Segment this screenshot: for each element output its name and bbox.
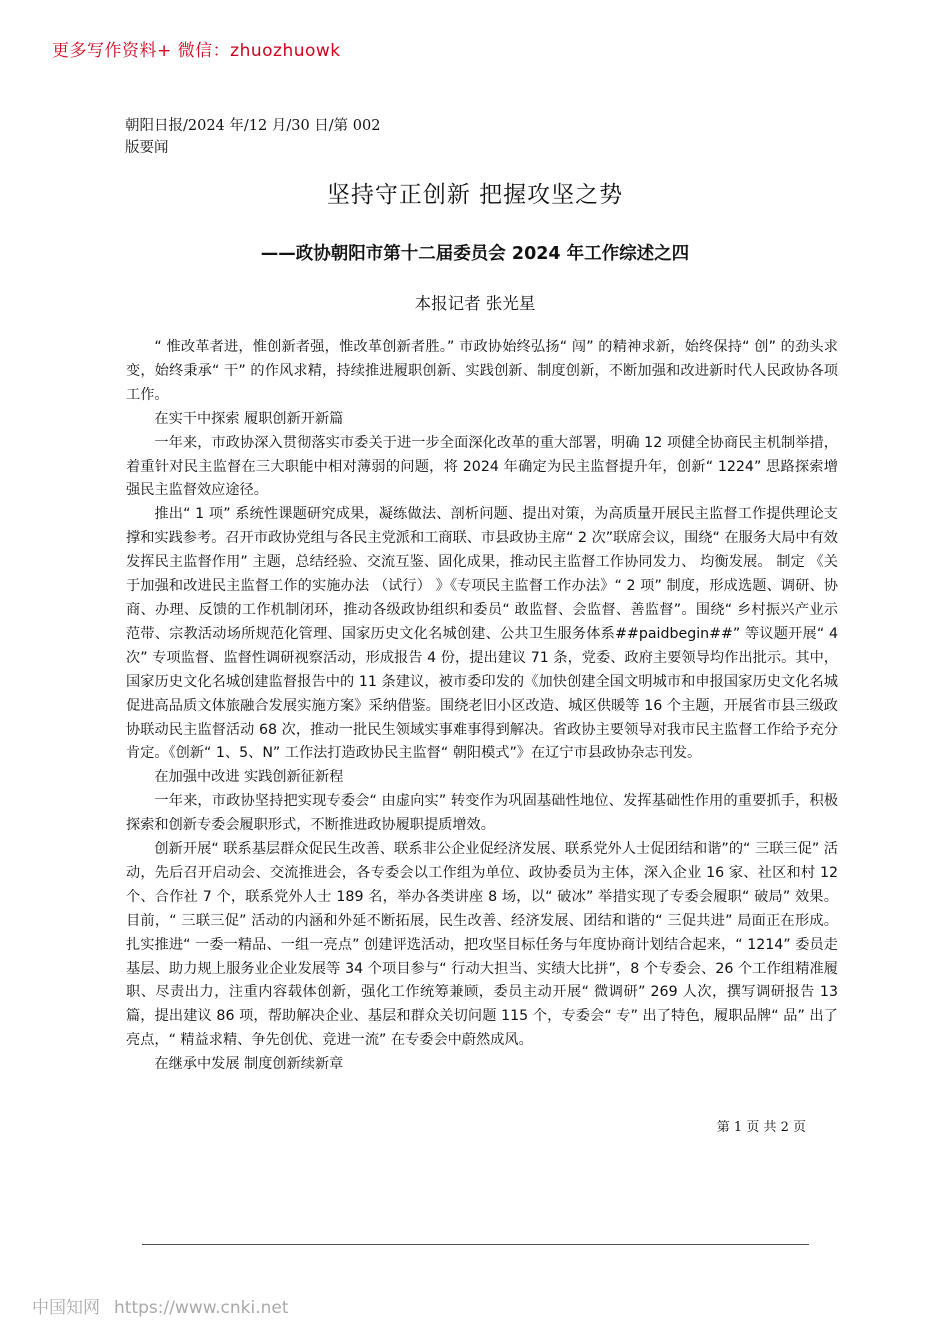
subtitle: ——政协朝阳市第十二届委员会 2024 年工作综述之四 — [260, 244, 690, 264]
article-body — [126, 336, 838, 1077]
paragraph-intro: “ 惟改革者进，惟创新者强，惟改革创新者胜。” 市政协始终弘扬“ 闯” 的精神求新，始终保持“ 创” 的劲头求变，始终秉承“ 干” 的作风求精，持续推进履职创新、实践创新、制度创新，不断加强和改进新时代人民政协各项工作。 — [126, 339, 838, 403]
section-heading-2: 在加强中改进 实践创新征新程 — [154, 769, 344, 786]
source-line-2: 版要闻 — [125, 140, 169, 156]
section-heading-1: 在实干中探索 履职创新开新篇 — [154, 410, 344, 427]
promo-banner: 更多写作资料+ 微信：zhuozhuowk — [52, 41, 341, 61]
divider — [142, 1244, 809, 1245]
paragraph: 创新开展“ 联系基层群众促民生改善、联系非公企业促经济发展、联系党外人士促团结和谐”的“ 三联三促” 活动，先后召开启动会、交流推进会，各专委会以工作组为单位、政协委员为主体，深入企业 16 家、社区和村 12 个、合作社 7 个，联系党外人士 189 名，举办各类讲座 8 场，以“ 破冰” 举措实现了专委会履职“ 破局” 效果。目前，“ 三联三促” 活动的内涵和外延不断拓展，民生改善、经济发展、团结和谐的“ 三促共进” 局面正在形成。扎实推进“ 一委一精品、一组一亮点” 创建评选活动，把攻坚目标任务与年度协商计划结合起来，“ 1214” 委员走基层、助力规上服务业企业发展等 34 个项目参与“ 行动大担当、实绩大比拼”，8 个专委会、26 个工作组精准履职、尽责出力，注重内容载体创新，强化工作统筹兼顾，委员主动开展“ 微调研” 269 人次，撰写调研报告 13 篇，提出建议 86 项，帮助解决企业、基层和群众关切问题 115 个，专委会“ 专” 出了特色，履职品牌“ 品” 出了亮点，“ 精益求精、争先创优、竞进一流” 在专委会中蔚然成风。 — [126, 841, 838, 1049]
page-number: 第 1 页 共 2 页 — [716, 1120, 806, 1135]
cnki-watermark — [32, 1293, 288, 1318]
section-heading-3: 在继承中发展 制度创新续新章 — [154, 1056, 344, 1073]
page-title: 坚持守正创新 把握攻坚之势 — [326, 182, 624, 208]
paragraph: 一年来，市政协坚持把实现专委会“ 由虚向实” 转变作为巩固基础性地位、发挥基础性作用的重要抓手，积极探索和创新专委会履职形式，不断推进政协履职提质增效。 — [126, 793, 838, 834]
byline: 本报记者 张光星 — [414, 294, 536, 313]
paragraph: 推出“ 1 项” 系统性课题研究成果，凝练做法、剖析问题、提出对策，为高质量开展民主监督工作提供理论支撑和实践参考。召开市政协党组与各民主党派和工商联、市县政协主席“ 2 次”联席会议，围绕“ 在服务大局中有效发挥民主监督作用” 主题，总结经验、交流互鉴、固化成果，推动民主监督工作协同发力、 均衡发展。 制定 《关于加强和改进民主监督工作的实施办法 （试行） 》《专项民主监督工作办法》“ 2 项” 制度，形成选题、调研、协商、办理、反馈的工作机制闭环，推动各级政协组织和委员“ 敢监督、会监督、善监督”。围绕“ 乡村振兴产业示范带、宗教活动场所规范化管理、国家历史文化名城创建、公共卫生服务体系##paidbegin##” 等议题开展“ 4 次” 专项监督、监督性调研视察活动，形成报告 4 份，提出建议 71 条，党委、政府主要领导均作出批示。其中，国家历史文化名城创建监督报告中的 11 条建议，被市委印发的《加快创建全国文明城市和申报国家历史文化名城促进高品质文体旅融合发展实施方案》采纳借鉴。围绕老旧小区改造、城区供暖等 16 个主题，开展省市县三级政协联动民主监督活动 68 次，推动一批民生领域实事难事得到解决。省政协主要领导对我市民主监督工作给予充分肯定。《创新“ 1、5、N” 工作法打造政协民主监督“ 朝阳模式”》在辽宁市县政协杂志刊发。 — [126, 506, 838, 762]
paragraph: 一年来，市政协深入贯彻落实市委关于进一步全面深化改革的重大部署，明确 12 项健全协商民主机制举措，着重针对民主监督在三大职能中相对薄弱的问题，将 2024 年确定为民主监督提升年，创新“ 1224” 思路探索增强民主监督效应途径。 — [126, 434, 838, 499]
watermark-site: 中国知网 — [32, 1298, 100, 1318]
source-line-1: 朝阳日报/2024 年/12 月/30 日/第 002 — [125, 118, 381, 134]
watermark-url: https://www.cnki.net — [114, 1298, 289, 1318]
